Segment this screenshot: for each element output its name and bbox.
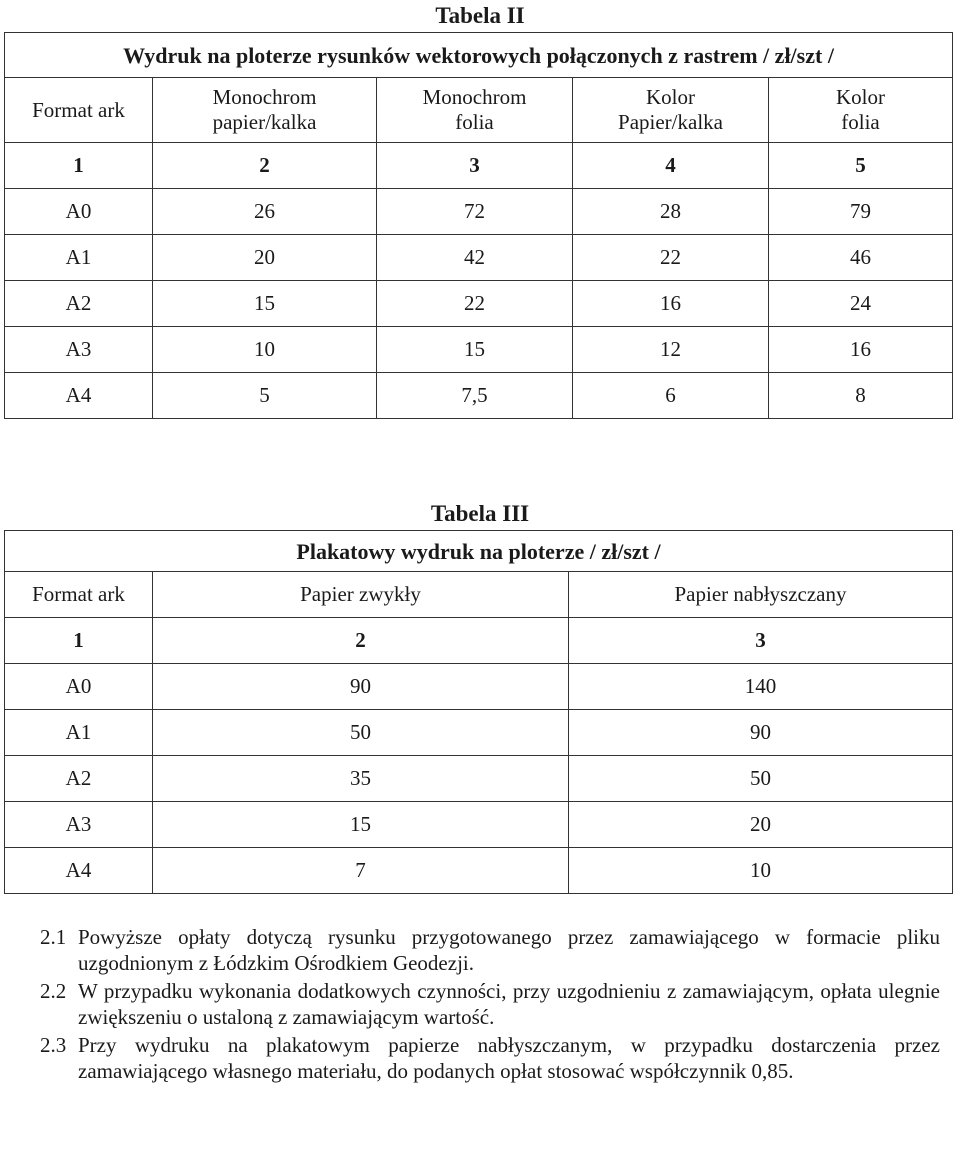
table-cell: A0 bbox=[5, 189, 153, 235]
table-cell: 26 bbox=[153, 189, 377, 235]
table-cell: A3 bbox=[5, 802, 153, 848]
table-cell: 10 bbox=[569, 848, 953, 894]
note-text: Przy wydruku na plakatowym papierze nabłyszczanym, w przypadku dostarczenia przez zamawiającego własnego materiału, do podanych opłat stosować współczynnik 0,85. bbox=[78, 1033, 940, 1083]
table-row bbox=[5, 664, 953, 710]
table2-header-format: Format ark bbox=[5, 78, 153, 143]
table-cell: A1 bbox=[5, 710, 153, 756]
table3-header-row bbox=[5, 572, 953, 618]
table2-header-color-foil: Kolor folia bbox=[769, 78, 953, 143]
note-number: 2.3 bbox=[40, 1033, 67, 1057]
table-cell: A1 bbox=[5, 235, 153, 281]
note-item bbox=[40, 924, 940, 976]
table-cell: 16 bbox=[769, 327, 953, 373]
table-cell: 7,5 bbox=[377, 373, 573, 419]
table2-caption-row bbox=[5, 33, 953, 78]
table-row bbox=[5, 710, 953, 756]
table-cell: 50 bbox=[569, 756, 953, 802]
table-cell: 20 bbox=[569, 802, 953, 848]
column-number: 2 bbox=[153, 618, 569, 664]
column-number: 4 bbox=[573, 143, 769, 189]
table2-title: Tabela II bbox=[435, 3, 525, 28]
table-row bbox=[5, 327, 953, 373]
table2 bbox=[4, 32, 953, 419]
table-cell: 90 bbox=[153, 664, 569, 710]
table-cell: 90 bbox=[569, 710, 953, 756]
column-number: 1 bbox=[5, 143, 153, 189]
table-row bbox=[5, 848, 953, 894]
table3-caption-row bbox=[5, 531, 953, 572]
table-cell: 6 bbox=[573, 373, 769, 419]
table-cell: 10 bbox=[153, 327, 377, 373]
table-cell: 15 bbox=[153, 281, 377, 327]
table-cell: 22 bbox=[377, 281, 573, 327]
table-cell: 46 bbox=[769, 235, 953, 281]
notes-list bbox=[40, 924, 940, 1086]
note-item bbox=[40, 1032, 940, 1084]
table-cell: A4 bbox=[5, 848, 153, 894]
table-cell: A0 bbox=[5, 664, 153, 710]
note-number: 2.1 bbox=[40, 925, 67, 949]
column-number: 3 bbox=[377, 143, 573, 189]
table-cell: 16 bbox=[573, 281, 769, 327]
table3-title: Tabela III bbox=[430, 501, 530, 526]
table2-header-mono-foil: Monochrom folia bbox=[377, 78, 573, 143]
note-number: 2.2 bbox=[40, 979, 67, 1003]
table-row bbox=[5, 802, 953, 848]
table-cell: 42 bbox=[377, 235, 573, 281]
table-cell: 50 bbox=[153, 710, 569, 756]
table-row bbox=[5, 281, 953, 327]
column-number: 5 bbox=[769, 143, 953, 189]
table3-header-format: Format ark bbox=[5, 572, 153, 618]
table-row bbox=[5, 235, 953, 281]
column-number: 1 bbox=[5, 618, 153, 664]
table-cell: 140 bbox=[569, 664, 953, 710]
table2-header-mono-paper: Monochrom papier/kalka bbox=[153, 78, 377, 143]
table2-header-color-paper: Kolor Papier/kalka bbox=[573, 78, 769, 143]
table-cell: 15 bbox=[377, 327, 573, 373]
table3 bbox=[4, 530, 953, 894]
table-row bbox=[5, 373, 953, 419]
table-cell: 79 bbox=[769, 189, 953, 235]
table3-header-plain-paper: Papier zwykły bbox=[153, 572, 569, 618]
note-text: W przypadku wykonania dodatkowych czynności, przy uzgodnieniu z zamawiającym, opłata ulegnie zwiększeniu o ustaloną z zamawiającym wartość. bbox=[78, 979, 940, 1029]
table-cell: 35 bbox=[153, 756, 569, 802]
table-cell: 8 bbox=[769, 373, 953, 419]
note-item bbox=[40, 978, 940, 1030]
table-cell: 12 bbox=[573, 327, 769, 373]
column-number: 3 bbox=[569, 618, 953, 664]
table-cell: 15 bbox=[153, 802, 569, 848]
table2-caption: Wydruk na ploterze rysunków wektorowych połączonych z rastrem / zł/szt / bbox=[5, 33, 953, 78]
table-cell: 7 bbox=[153, 848, 569, 894]
table-cell: 28 bbox=[573, 189, 769, 235]
table-cell: 24 bbox=[769, 281, 953, 327]
table-cell: A3 bbox=[5, 327, 153, 373]
table-cell: A2 bbox=[5, 756, 153, 802]
table2-header-row bbox=[5, 78, 953, 143]
table-cell: A4 bbox=[5, 373, 153, 419]
table-cell: A2 bbox=[5, 281, 153, 327]
table-cell: 20 bbox=[153, 235, 377, 281]
table-row bbox=[5, 756, 953, 802]
table3-column-numbers bbox=[5, 618, 953, 664]
table-cell: 22 bbox=[573, 235, 769, 281]
table3-header-glossy-paper: Papier nabłyszczany bbox=[569, 572, 953, 618]
column-number: 2 bbox=[153, 143, 377, 189]
table3-caption: Plakatowy wydruk na ploterze / zł/szt / bbox=[5, 531, 953, 572]
table-cell: 5 bbox=[153, 373, 377, 419]
table2-column-numbers bbox=[5, 143, 953, 189]
table-row bbox=[5, 189, 953, 235]
note-text: Powyższe opłaty dotyczą rysunku przygotowanego przez zamawiającego w formacie pliku uzgodnionym z Łódzkim Ośrodkiem Geodezji. bbox=[78, 925, 940, 975]
table-cell: 72 bbox=[377, 189, 573, 235]
